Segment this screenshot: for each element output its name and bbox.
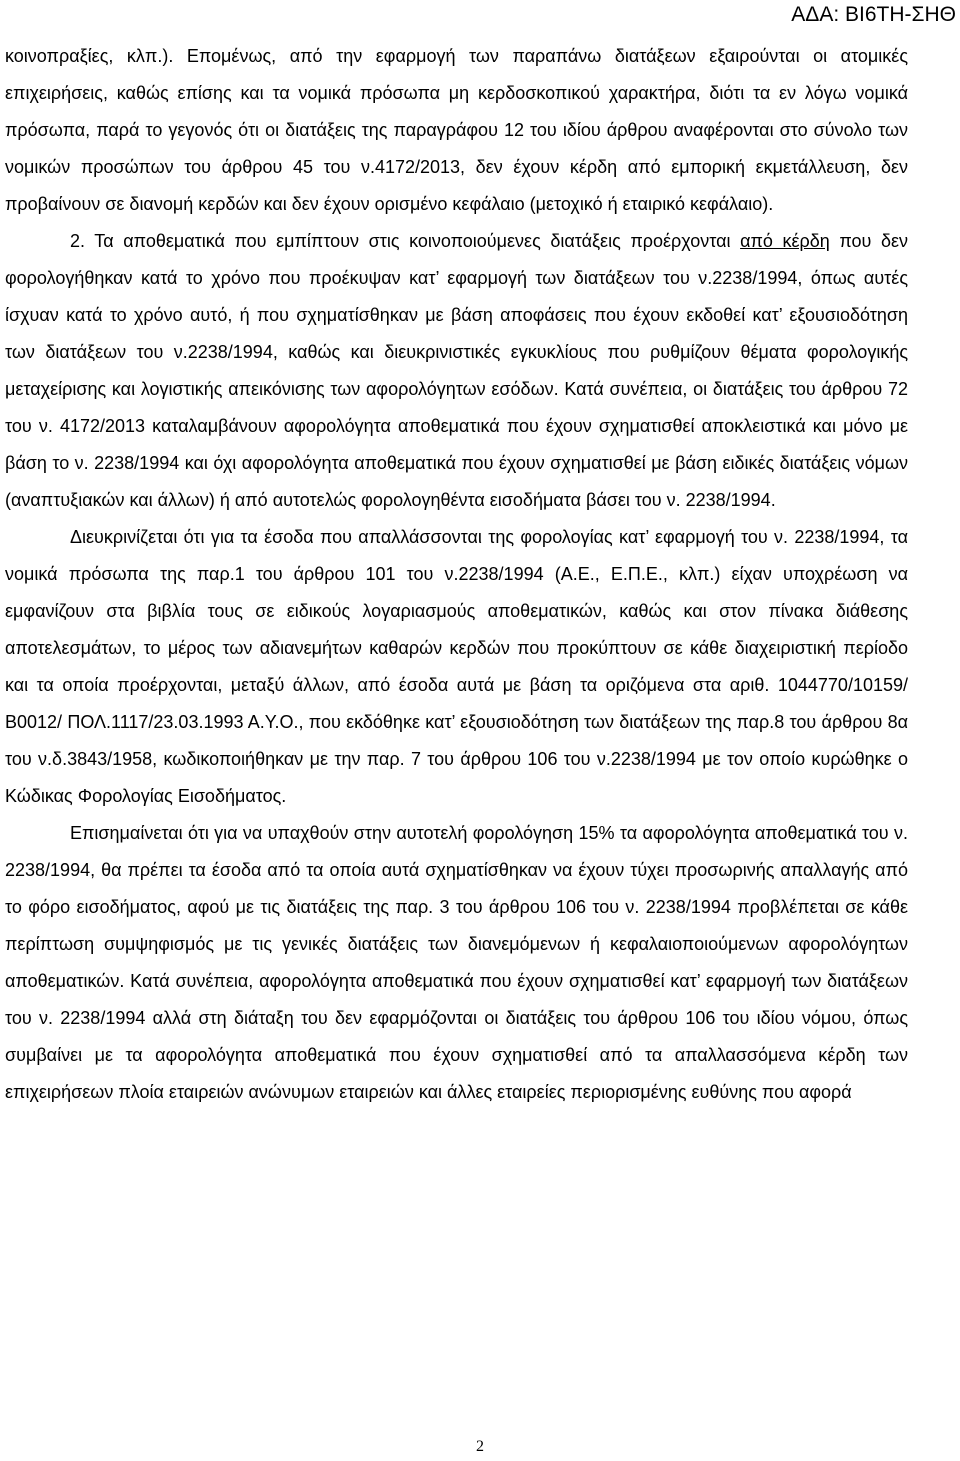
ada-code: ΑΔΑ: ΒΙ6ΤΗ-ΣΗΘ (791, 3, 956, 26)
paragraph-3: Διευκρινίζεται ότι για τα έσοδα που απαλλάσσονται της φορολογίας κατ’ εφαρμογή του ν. 2238/1994, τα νομικά πρόσωπα της παρ.1 του άρθρου 101 του ν.2238/1994 (Α.Ε., Ε.Π.Ε., κλπ.) είχαν υποχρέωση να εμφανίζουν στα βιβλία τους σε ειδικούς λογαριασμούς αποθεματικών, καθώς και στον πίνακα διάθεσης αποτελεσμάτων, το μέρος των αδιανεμήτων καθαρών κερδών που προκύπτουν σε κάθε διαχειριστική περίοδο και τα οποία προέρχονται, μεταξύ άλλων, από έσοδα αυτά με βάση τα οριζόμενα στα αριθ. 1044770/10159/Β0012/ ΠΟΛ.1117/23.03.1993 Α.Υ.Ο., που εκδόθηκε κατ’ εξουσιοδότηση των διατάξεων της παρ.8 του άρθρου 8α του ν.δ.3843/1958, κωδικοποιήθηκαν με την παρ. 7 του άρθρου 106 του ν.2238/1994 με τον οποίο κυρώθηκε ο Κώδικας Φορολογίας Εισοδήματος. (5, 527, 908, 806)
paragraph-4: Επισημαίνεται ότι για να υπαχθούν στην αυτοτελή φορολόγηση 15% τα αφορολόγητα αποθεματικά του ν. 2238/1994, θα πρέπει τα έσοδα από τα οποία αυτά σχηματίσθηκαν να έχουν τύχει προσωρινής απαλλαγής από το φόρο εισοδήματος, αφού με τις διατάξεις της παρ. 3 του άρθρου 106 του ν. 2238/1994 προβλέπεται σε κάθε περίπτωση συμψηφισμός με τις γενικές διατάξεις των διανεμόμενων ή κεφαλαιοποιούμενων αφορολόγητων αποθεματικών. Κατά συνέπεια, αφορολόγητα αποθεματικά που έχουν σχηματισθεί κατ’ εφαρμογή των διατάξεων του ν. 2238/1994 αλλά στη διάταξη του δεν εφαρμόζονται οι διατάξεις του άρθρου 106 του ιδίου νόμου, όπως συμβαίνει με τα αφορολόγητα αποθεματικά που έχουν σχηματισθεί από τα απαλλασσόμενα κέρδη των επιχειρήσεων πλοία εταιρειών ανώνυμων εταιρειών και άλλες εταιρείες περιορισμένης ευθύνης που αφορά (5, 823, 908, 1102)
paragraph-2-lead: 2. Τα αποθεματικά που εμπίπτουν στις κοινοποιούμενες διατάξεις προέρχονται (70, 231, 741, 251)
paragraph-2 (5, 223, 908, 519)
paragraph-2-rest: που δεν φορολογήθηκαν κατά το χρόνο που προέκυψαν κατ’ εφαρμογή των διατάξεων του ν.2238/1994, όπως αυτές ίσχυαν κατά το χρόνο αυτό, ή που σχηματίσθηκαν με βάση αποφάσεις που έχουν εκδοθεί κατ’ εξουσιοδότηση των διατάξεων του ν.2238/1994, καθώς και διευκρινιστικές εγκυκλίους που ρυθμίζουν θέματα φορολογικής μεταχείρισης και λογιστικής απεικόνισης των αφορολόγητων εσόδων. Κατά συνέπεια, οι διατάξεις του άρθρου 72 του ν. 4172/2013 καταλαμβάνουν αφορολόγητα αποθεματικά που έχουν σχηματισθεί αποκλειστικά και μόνο με βάση το ν. 2238/1994 και όχι αφορολόγητα αποθεματικά που έχουν σχηματισθεί με βάση ειδικές διατάξεις νόμων (αναπτυξιακών και άλλων) ή από αυτοτελώς φορολογηθέντα εισοδήματα βάσει του ν. 2238/1994. (5, 231, 908, 510)
page-number: 2 (476, 1438, 484, 1455)
document-body (5, 38, 908, 1111)
paragraph-2-underlined: από κέρδη (740, 231, 830, 251)
paragraph-1: κοινοπραξίες, κλπ.). Επομένως, από την εφαρμογή των παραπάνω διατάξεων εξαιρούνται οι ατομικές επιχειρήσεις, καθώς επίσης και τα νομικά πρόσωπα μη κερδοσκοπικού χαρακτήρα, διότι τα εν λόγω νομικά πρόσωπα, παρά το γεγονός ότι οι διατάξεις της παραγράφου 12 του ιδίου άρθρου αναφέρονται στο σύνολο των νομικών προσώπων του άρθρου 45 του ν.4172/2013, δεν έχουν κέρδη από εμπορική εκμετάλλευση, δεν προβαίνουν σε διανομή κερδών και δεν έχουν ορισμένο κεφάλαιο (μετοχικό ή εταιρικό κεφάλαιο). (5, 46, 908, 214)
